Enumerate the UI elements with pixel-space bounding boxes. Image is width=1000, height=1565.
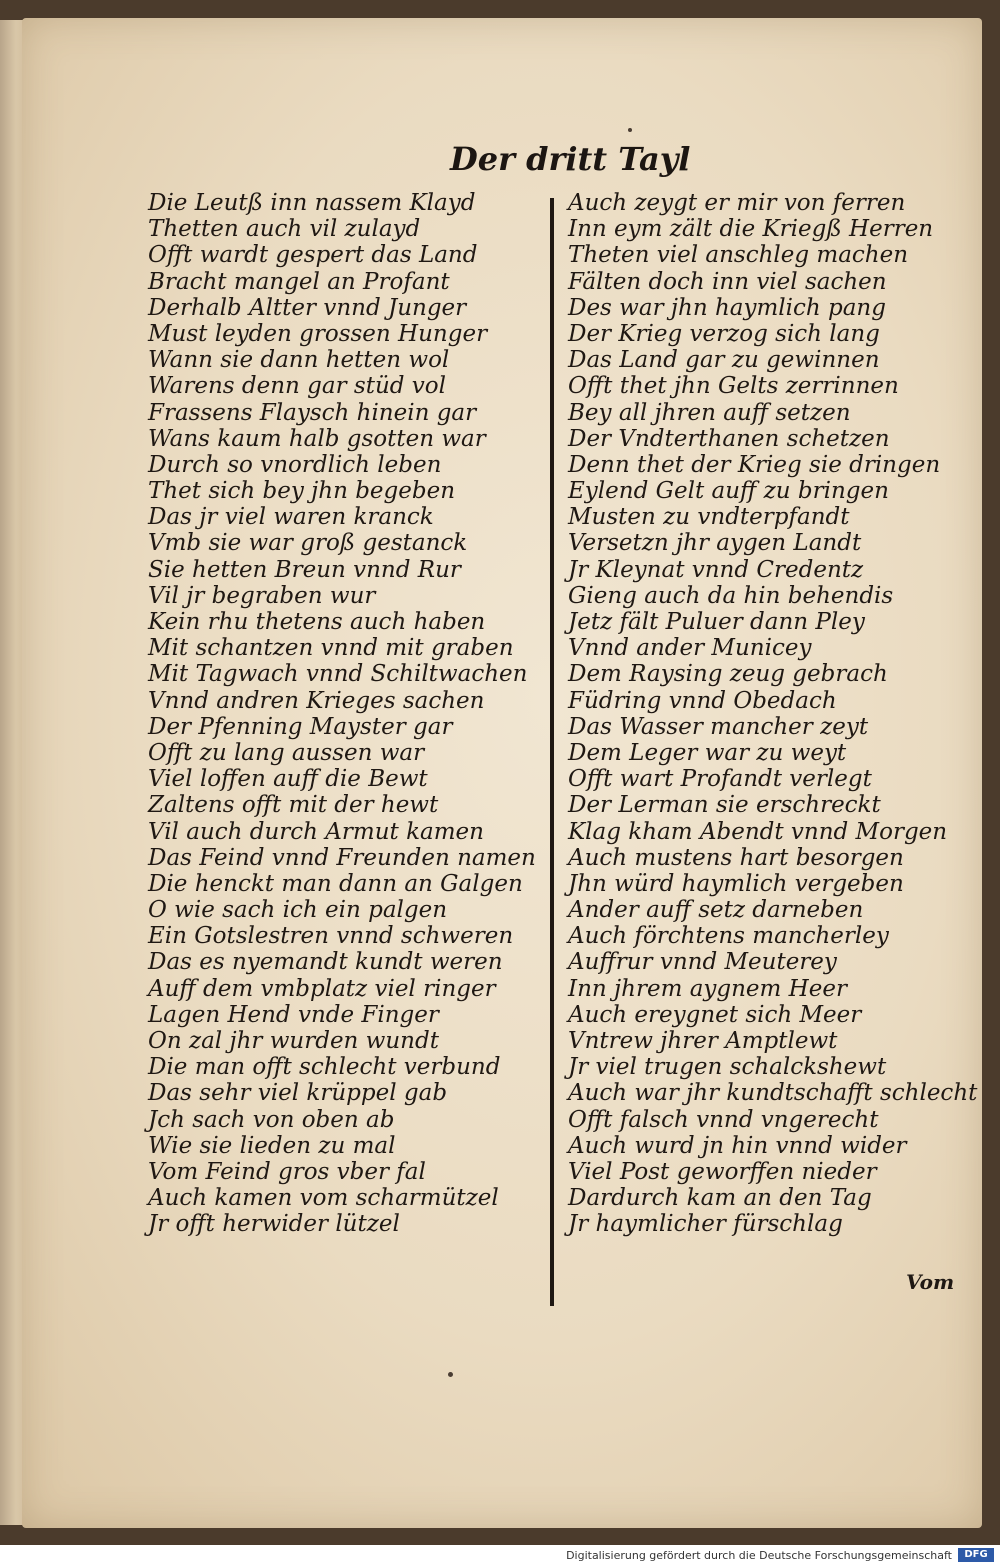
verse-line: Jetz fält Puluer dann Pley [568,609,865,635]
verse-line: Bey all jhren auff setzen [568,399,851,426]
verse-line: Vnnd ander Municey [568,635,812,662]
verse-line: Offt wardt gespert das Land [148,242,478,269]
verse-line: Klag kham Abendt vnnd Morgen [568,818,948,845]
verse-line: Jr Kleynat vnnd Credentz [568,556,864,583]
ink-speck [448,1372,453,1377]
verse-line: Musten zu vndterpfandt [568,504,850,531]
verse-line: Offt falsch vnnd vngerecht [568,1106,879,1133]
verse-line: Ander auff setz darneben [568,897,864,924]
dfg-logo: DFG [958,1548,994,1562]
verse-line: Vntrew jhrer Amptlewt [568,1028,838,1054]
verse-line: Die man offt schlecht verbund [148,1054,501,1081]
verse-line: Inn eym zält die Kriegß Herren [568,216,934,243]
verse-line: Bracht mangel an Profant [148,268,450,295]
verse-line: Vom Feind gros vber fal [148,1158,426,1185]
verse-line: Des war jhn haymlich pang [568,294,886,321]
verse-line: Kein rhu thetens auch haben [148,609,486,635]
verse-line: O wie sach ich ein palgen [148,897,448,924]
verse-line: Mit Tagwach vnnd Schiltwachen [148,661,528,688]
verse-line: Fälten doch inn viel sachen [568,268,887,295]
verse-line: Das Land gar zu gewinnen [568,347,880,374]
verse-line: Vnnd andren Krieges sachen [148,687,485,714]
verse-line: Wans kaum halb gsotten war [148,425,486,452]
verse-line: On zal jhr wurden wundt [148,1028,439,1054]
verse-line: Zaltens offt mit der hewt [148,792,439,819]
verse-line: Jr viel trugen schalckshewt [568,1054,887,1081]
ink-speck [628,128,632,132]
verse-line: Mit schantzen vnnd mit graben [148,635,514,662]
verse-line: Wie sie lieden zu mal [148,1132,396,1159]
verse-line: Auffrur vnnd Meuterey [568,949,837,976]
page-header: Der dritt Tayl [450,140,691,178]
verse-line: Offt thet jhn Gelts zerrinnen [568,373,899,400]
verse-line: Viel Post geworffen nieder [568,1158,877,1185]
verse-line: Die Leutß inn nassem Klayd [148,190,476,216]
verse-line: Der Krieg verzog sich lang [568,320,880,347]
column-rule [550,198,554,1306]
verse-line: Versetzn jhr aygen Landt [568,530,862,557]
verse-line: Auch ereygnet sich Meer [568,1001,862,1028]
verse-line: Jr haymlicher fürschlag [568,1211,843,1238]
footer-credit: Digitalisierung gefördert durch die Deutsche Forschungsgemeinschaft [566,1549,952,1562]
verse-line: Das Wasser mancher zeyt [568,713,869,740]
verse-line: Auch förchtens mancherley [568,923,889,950]
verse-line: Jhn würd haymlich vergeben [568,870,904,897]
verse-line: Thetten auch vil zulayd [148,216,421,243]
verse-line: Jr offt herwider lützel [148,1211,400,1238]
verse-line: Der Vndterthanen schetzen [568,425,890,452]
verse-line: Derhalb Altter vnnd Junger [148,294,467,321]
verse-line: Dem Leger war zu weyt [568,739,847,766]
verse-line: Füdring vnnd Obedach [568,687,837,714]
verse-line: Auch zeygt er mir von ferren [568,190,906,216]
verse-line: Gieng auch da hin behendis [568,582,894,609]
verse-line: Offt zu lang aussen war [148,739,425,766]
catchword: Vom [906,1270,955,1294]
verse-line: Vil jr begraben wur [148,582,376,609]
verse-line: Must leyden grossen Hunger [148,320,488,347]
verse-line: Der Lerman sie erschreckt [568,792,881,819]
verse-line: Frassens Flaysch hinein gar [148,399,477,426]
verse-line: Vmb sie war groß gestanck [148,530,468,557]
verse-line: Durch so vnordlich leben [148,451,442,478]
verse-line: Auch war jhr kundtschafft schlecht [568,1080,978,1107]
verse-line: Auff dem vmbplatz viel ringer [148,975,496,1002]
verse-line: Dardurch kam an den Tag [568,1185,872,1212]
verse-line: Jch sach von oben ab [148,1106,395,1133]
verse-line: Das es nyemandt kundt weren [148,949,503,976]
verse-line: Sie hetten Breun vnnd Rur [148,556,461,583]
verse-line: Die henckt man dann an Galgen [148,870,523,897]
verse-line: Ein Gotslestren vnnd schweren [148,923,514,950]
verse-line: Das sehr viel krüppel gab [148,1080,448,1107]
verse-line: Lagen Hend vnde Finger [148,1001,439,1028]
verse-line: Auch wurd jn hin vnnd wider [568,1132,907,1159]
verse-line: Auch mustens hart besorgen [568,844,904,871]
right-column [568,190,978,1238]
verse-line: Der Pfenning Mayster gar [148,713,453,740]
verse-line: Inn jhrem aygnem Heer [568,975,847,1002]
verse-line: Thet sich bey jhn begeben [148,478,456,505]
verse-line: Viel loffen auff die Bewt [148,766,428,793]
verse-line: Wann sie dann hetten wol [148,347,450,374]
digitization-footer [0,1545,1000,1565]
verse-line: Dem Raysing zeug gebrach [568,661,888,688]
verse-line: Denn thet der Krieg sie dringen [568,451,941,478]
verse-line: Warens denn gar stüd vol [148,373,446,400]
verse-line: Das Feind vnnd Freunden namen [148,844,536,871]
verse-line: Vil auch durch Armut kamen [148,818,484,845]
verse-line: Offt wart Profandt verlegt [568,766,872,793]
verse-line: Auch kamen vom scharmützel [148,1185,499,1212]
verse-line: Theten viel anschleg machen [568,242,909,269]
left-column [148,190,538,1238]
verse-line: Eylend Gelt auff zu bringen [568,478,889,505]
verse-line: Das jr viel waren kranck [148,504,434,531]
